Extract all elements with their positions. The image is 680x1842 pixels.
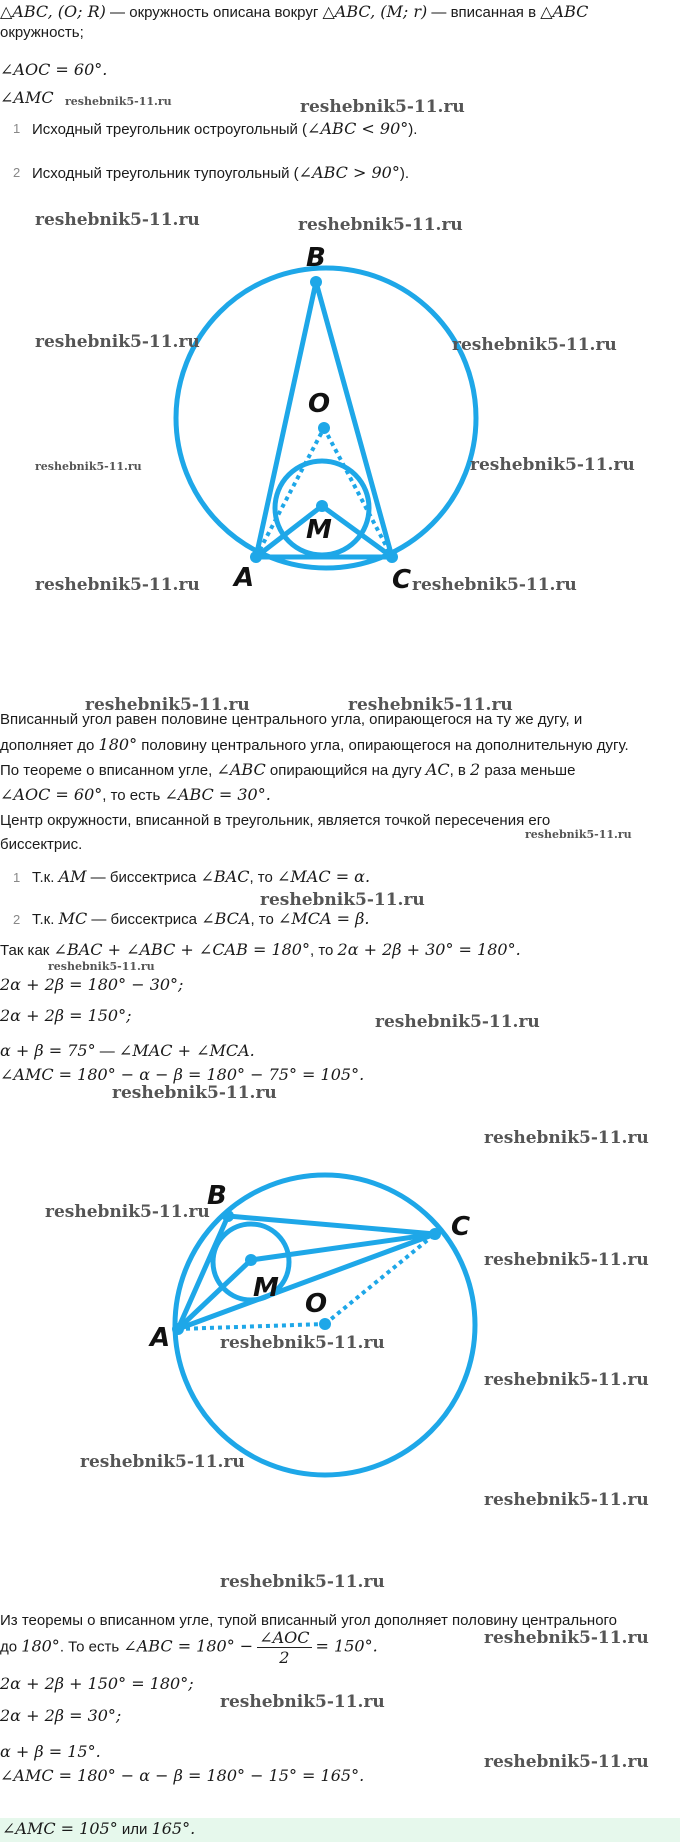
sol1-p3-d: раза меньше: [480, 762, 576, 779]
sol1-item-2-c: , то: [250, 911, 278, 928]
case-2-math: ∠ABC > 90°: [298, 163, 400, 182]
point-a-2: [172, 1323, 184, 1335]
sol1-p7: [0, 940, 521, 959]
sol1-p3: [0, 760, 575, 779]
sol1-p7-math-2: 2α + 2β + 30° = 180°.: [337, 940, 521, 959]
fraction-numerator: ∠AOC: [259, 1628, 310, 1647]
watermark: reshebnik5-11.ru: [35, 210, 200, 230]
sol1-p4-math-2: ∠ABC = 30°.: [164, 785, 271, 804]
label-o: O: [308, 389, 331, 419]
watermark: reshebnik5-11.ru: [35, 575, 200, 595]
case-1-math: ∠ABC < 90°: [307, 119, 409, 138]
watermark: reshebnik5-11.ru: [298, 215, 463, 235]
case-1-label: Исходный треугольник остроугольный (: [32, 121, 308, 138]
sol1-p2: [0, 735, 629, 754]
watermark: reshebnik5-11.ru: [65, 95, 172, 108]
given-triangle: △ABC, (O; R): [0, 2, 106, 21]
label-a: A: [234, 563, 255, 593]
sol2-eq-3: α + β = 15°.: [0, 1742, 101, 1761]
case-1-end: ).: [408, 121, 418, 138]
sol2-eq-2: 2α + 2β = 30°;: [0, 1706, 122, 1725]
sol1-p4-a: , то есть: [102, 787, 165, 804]
label-b-2: B: [207, 1181, 227, 1211]
figure-acute-triangle: [160, 230, 500, 600]
label-m: M: [306, 515, 332, 545]
sol1-item-1-m2: ∠BAC: [200, 867, 250, 886]
sol1-p7-a: Так как: [0, 942, 54, 959]
sol1-item-1-number: 1: [13, 870, 21, 885]
sol1-p3-math: ∠ABC: [216, 760, 266, 779]
watermark: reshebnik5-11.ru: [80, 1452, 245, 1472]
watermark: reshebnik5-11.ru: [112, 1083, 277, 1103]
sol2-p2-math-2: ∠ABC = 180° −: [123, 1636, 254, 1656]
given-text-2: — вписанная в: [427, 4, 541, 21]
watermark: reshebnik5-11.ru: [484, 1752, 649, 1772]
case-2-label: Исходный треугольник тупоугольный (: [32, 165, 299, 182]
case-2-end: ).: [399, 165, 410, 182]
watermark: reshebnik5-11.ru: [35, 460, 142, 473]
watermark: reshebnik5-11.ru: [525, 828, 632, 841]
point-b: [310, 276, 322, 288]
watermark: reshebnik5-11.ru: [45, 1202, 210, 1222]
sol1-item-1-b: — биссектриса: [86, 869, 201, 886]
point-o-2: [319, 1318, 331, 1330]
watermark: reshebnik5-11.ru: [48, 960, 155, 973]
point-a: [250, 551, 262, 563]
watermark: reshebnik5-11.ru: [452, 335, 617, 355]
point-m: [316, 500, 328, 512]
sol2-fraction: [257, 1628, 311, 1667]
label-a-2: A: [150, 1323, 171, 1353]
watermark: reshebnik5-11.ru: [484, 1250, 649, 1270]
sol1-item-1-m3: ∠MAC = α.: [277, 867, 371, 886]
sol1-eq-1: 2α + 2β = 180° − 30°;: [0, 975, 184, 994]
sol1-item-1-c: , то: [249, 869, 278, 886]
sol1-eq-3-a: α + β = 75°: [0, 1041, 96, 1060]
watermark: reshebnik5-11.ru: [220, 1333, 385, 1353]
given-line-2: окружность;: [0, 24, 84, 41]
answer-box: [0, 1818, 680, 1842]
segment-ao-dotted-2: [178, 1324, 325, 1329]
given-text: — окружность описана вокруг: [105, 4, 323, 21]
sol1-item-2-number: 2: [13, 912, 21, 927]
sol2-p2-math: 180°: [21, 1636, 60, 1656]
sol1-p7-b: , то: [309, 942, 338, 959]
watermark: reshebnik5-11.ru: [484, 1490, 649, 1510]
sol1-p3-math-2: AC: [425, 760, 450, 779]
given-aoc: ∠AOC = 60°.: [0, 60, 108, 79]
watermark: reshebnik5-11.ru: [484, 1128, 649, 1148]
given-triangle-2: △ABC, (M; r): [322, 2, 428, 21]
point-c: [386, 551, 398, 563]
label-b: B: [306, 243, 326, 273]
sol1-eq-4: ∠AMC = 180° − α − β = 180° − 75° = 105°.: [0, 1065, 365, 1084]
sol1-p6: биссектрис.: [0, 836, 83, 853]
sol2-p2: [0, 1628, 378, 1667]
answer-math-2: 165°.: [151, 1819, 196, 1838]
watermark: reshebnik5-11.ru: [348, 695, 513, 715]
sol1-item-2-a: Т.к.: [32, 911, 59, 928]
label-m-2: M: [253, 1273, 279, 1303]
sol1-p3-a: По теореме о вписанном угле,: [0, 762, 217, 779]
case-2-number: 2: [13, 165, 21, 180]
point-c-2: [429, 1228, 441, 1240]
sol1-p4: [0, 785, 271, 804]
watermark: reshebnik5-11.ru: [484, 1370, 649, 1390]
watermark: reshebnik5-11.ru: [260, 890, 425, 910]
sol2-p2-math-3: = 150°.: [315, 1636, 378, 1656]
sol1-p3-math-3: 2: [470, 760, 481, 779]
sol1-item-2-m2: ∠BCA: [201, 909, 251, 928]
case-1-text: [32, 119, 417, 138]
answer-or: или: [117, 1821, 152, 1838]
case-1-number: 1: [13, 121, 21, 136]
sol1-item-2: [32, 909, 370, 928]
watermark: reshebnik5-11.ru: [35, 332, 200, 352]
answer-line: [2, 1819, 195, 1838]
sol1-p3-c: , в: [449, 762, 471, 779]
watermark: reshebnik5-11.ru: [220, 1572, 385, 1592]
sol1-p2-a: дополняет до: [0, 737, 99, 754]
given-amc: ∠AMC: [0, 88, 54, 107]
watermark: reshebnik5-11.ru: [375, 1012, 540, 1032]
sol1-item-1-a: Т.к.: [32, 869, 59, 886]
sol1-eq-3: [0, 1041, 255, 1060]
sol1-eq-3-b: ∠MAC + ∠MCA.: [118, 1041, 255, 1060]
label-c-2: C: [451, 1212, 471, 1242]
watermark: reshebnik5-11.ru: [300, 97, 465, 117]
sol1-item-2-b: — биссектриса: [87, 911, 202, 928]
watermark: reshebnik5-11.ru: [484, 1628, 649, 1648]
sol1-item-1-m1: AM: [58, 867, 87, 886]
sol2-p1: Из теоремы о вписанном угле, тупой вписанный угол дополняет половину центрального: [0, 1612, 618, 1629]
sol2-eq-1: 2α + 2β + 150° = 180°;: [0, 1674, 194, 1693]
sol1-p3-b: опирающийся на дугу: [265, 762, 426, 779]
point-m-2: [245, 1254, 257, 1266]
fraction-denominator: 2: [279, 1648, 290, 1667]
given-line-1: [0, 2, 588, 21]
sol1-p2-math: 180°: [98, 735, 138, 754]
point-b-2: [222, 1210, 234, 1222]
sol2-eq-4: ∠AMC = 180° − α − β = 180° − 15° = 165°.: [0, 1766, 365, 1785]
sol1-item-1: [32, 867, 370, 886]
watermark: reshebnik5-11.ru: [412, 575, 577, 595]
sol1-item-2-m3: ∠MCA = β.: [278, 909, 370, 928]
sol1-p5: Центр окружности, вписанной в треугольник, является точкой пересечения его: [0, 812, 551, 829]
sol1-p2-b: половину центрального угла, опирающегося на дополнительную дугу.: [137, 737, 629, 754]
given-triangle-3: △ABC: [540, 2, 589, 21]
watermark: reshebnik5-11.ru: [470, 455, 635, 475]
sol2-p2-a: до: [0, 1638, 22, 1656]
label-o-2: O: [305, 1289, 328, 1319]
sol1-eq-2: 2α + 2β = 150°;: [0, 1006, 132, 1025]
sol1-eq-3-dash: —: [95, 1043, 119, 1060]
answer-math: ∠AMC = 105°: [2, 1819, 118, 1838]
sol2-p2-b: . То есть: [59, 1638, 124, 1656]
label-c: C: [392, 565, 412, 595]
sol1-item-2-m1: MC: [58, 909, 88, 928]
watermark: reshebnik5-11.ru: [85, 695, 250, 715]
case-2-text: [32, 163, 409, 182]
sol1-p1: Вписанный угол равен половине центрального угла, опирающегося на ту же дугу, и: [0, 711, 583, 728]
sol1-p4-math: ∠AOC = 60°: [0, 785, 103, 804]
watermark: reshebnik5-11.ru: [220, 1692, 385, 1712]
sol1-p7-math: ∠BAC + ∠ABC + ∠CAB = 180°: [53, 940, 310, 959]
point-o: [318, 422, 330, 434]
